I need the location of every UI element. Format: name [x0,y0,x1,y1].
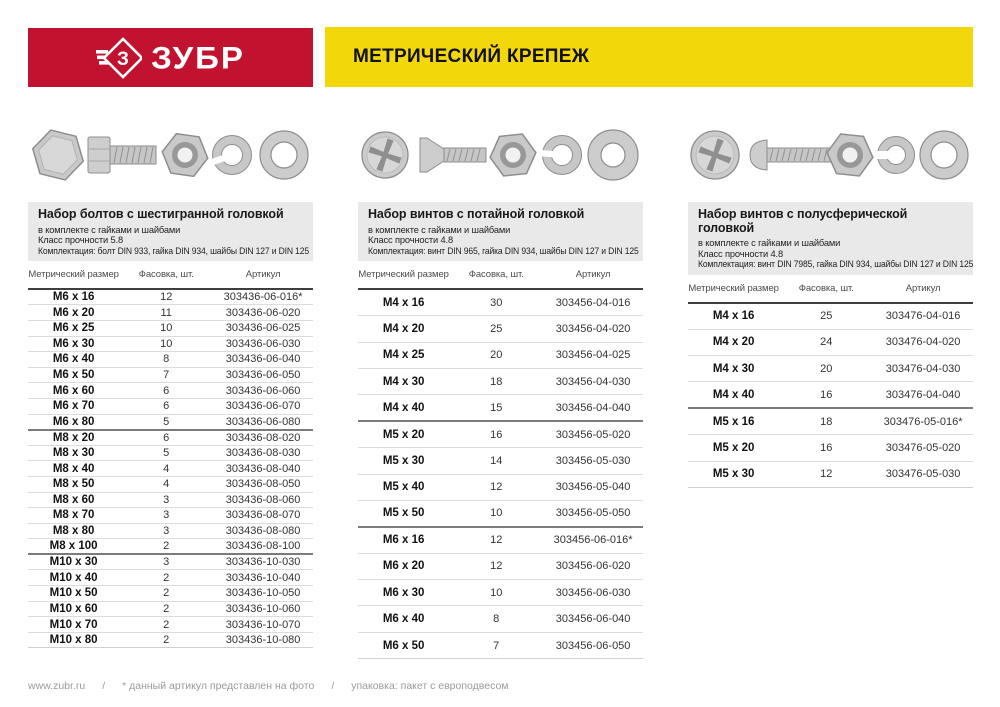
cell-article: 303436-06-060 [213,383,313,399]
cell-qty: 3 [119,508,213,524]
cell-article: 303436-06-050 [213,367,313,383]
cell-article: 303436-08-060 [213,492,313,508]
pan-head-screw-set-illustration [688,111,973,199]
table-row [28,601,313,617]
cell-qty: 30 [490,296,503,309]
cell-qty: 8 [119,352,213,368]
cell-qty: 10 [449,500,543,526]
cell-article: 303476-04-030 [873,356,973,382]
cell-size: М4 х 20 [358,316,449,342]
section-title: Набор болтов с шестигранной головкой [38,207,284,221]
cell-qty: 3 [119,523,213,539]
cell-article: 303476-05-020 [873,435,973,461]
table-row [28,430,313,446]
cell-qty: 12 [449,474,543,500]
footer-separator: / [331,680,335,692]
cell-qty: 7 [119,367,213,383]
col-header-qty: Фасовка, шт. [119,261,213,289]
cell-size: М4 х 16 [712,310,755,323]
cell-article: 303436-10-080 [213,632,313,648]
table-row [358,553,643,579]
section-info-box [358,202,643,261]
cell-qty: 16 [779,435,873,461]
packaging-note: упаковка: пакет с европодвесом [351,680,509,692]
cell-qty: 2 [119,586,213,602]
table-row [688,461,973,487]
cell-article: 303476-05-030 [873,461,973,487]
cell-article: 303436-08-030 [213,445,313,461]
cell-article: 303456-06-050 [543,632,643,658]
cell-article: 303456-05-050 [543,500,643,526]
table-row [358,606,643,632]
col-header-size: Метрический размер [358,261,449,289]
table-row [28,305,313,321]
table-row [688,382,973,408]
col-header-article: Артикул [213,261,313,289]
cell-size: М6 х 16 [358,527,449,553]
cell-size: М10 х 50 [28,586,119,602]
cell-size: М4 х 40 [358,395,449,421]
footer-separator: / [102,680,106,692]
cell-size: М4 х 25 [358,342,449,368]
cell-qty: 24 [779,329,873,355]
cell-qty: 3 [119,554,213,570]
section-info-box [688,202,973,275]
cell-size: М6 х 40 [28,352,119,368]
kit-contents: Комплектация: болт DIN 933, гайка DIN 934, шайбы DIN 127 и DIN 125 [38,245,310,256]
cell-article: 303436-10-030 [213,554,313,570]
table-row [28,367,313,383]
kit-contents: Комплектация: винт DIN 965, гайка DIN 934, шайбы DIN 127 и DIN 125 [368,245,639,256]
cell-article: 303456-05-040 [543,474,643,500]
col-header-qty: Фасовка, шт. [449,261,543,289]
cell-size: М6 х 80 [28,414,119,430]
col-header-article: Артикул [543,261,643,289]
cell-qty: 3 [119,492,213,508]
cell-qty: 20 [449,342,543,368]
table-row [28,492,313,508]
table-row [358,448,643,474]
cell-article: 303436-10-060 [213,601,313,617]
cell-qty: 5 [119,445,213,461]
zubr-arrow-icon [96,35,142,81]
table-row [28,539,313,555]
section-title: Набор винтов с полусферической головкой [698,207,908,235]
table-row [688,356,973,382]
table-row [28,336,313,352]
cell-article: 303436-08-100 [213,539,313,555]
cell-size: М5 х 50 [358,500,449,526]
table-row [28,570,313,586]
cell-article: 303436-08-070 [213,508,313,524]
table-row [358,474,643,500]
cell-qty: 15 [449,395,543,421]
cell-size: М10 х 30 [28,554,119,570]
product-table [28,261,313,648]
cell-size: М6 х 30 [28,336,119,352]
brand-logo-text: ЗУБР [151,39,245,76]
table-row [28,508,313,524]
cell-qty: 12 [779,461,873,487]
cell-size: М6 х 40 [358,606,449,632]
table-row [28,414,313,430]
cell-size: М8 х 20 [28,430,119,446]
hex-bolt-set-illustration [28,111,313,199]
product-photo-pan-head-screw-set [688,111,973,199]
table-row [28,461,313,477]
col-header-size: Метрический размер [28,261,119,289]
table-row [28,352,313,368]
cell-article: 303476-04-040 [873,382,973,408]
table-row [28,320,313,336]
col-header-size: Метрический размер [688,275,779,303]
product-table [358,261,643,659]
cell-qty: 4 [119,461,213,477]
cell-qty: 6 [119,383,213,399]
cell-article: 303456-06-030 [543,580,643,606]
cell-article: 303436-06-025 [213,320,313,336]
cell-size: М8 х 30 [28,445,119,461]
website-link[interactable]: www.zubr.ru [28,680,86,692]
section-title: Набор винтов с потайной головкой [368,207,585,221]
cell-size: М8 х 50 [28,476,119,492]
cell-qty: 4 [119,476,213,492]
cell-article: 303456-06-016* [543,527,643,553]
cell-qty: 10 [449,580,543,606]
product-table [688,275,973,488]
cell-qty: 2 [119,632,213,648]
section-info-box [28,202,313,261]
table-row [28,554,313,570]
cell-size: М8 х 100 [28,539,119,555]
page-title: МЕТРИЧЕСКИЙ КРЕПЕЖ [353,46,590,67]
cell-size: М5 х 30 [358,448,449,474]
cell-size: М5 х 30 [688,461,779,487]
cell-qty: 2 [119,539,213,555]
section-subtitle: в комплекте с гайками и шайбами [38,224,181,235]
footnote-article-on-photo: * данный артикул представлен на фото [122,680,315,692]
cell-size: М5 х 40 [358,474,449,500]
cell-size: М4 х 16 [382,296,425,309]
table-row [358,289,643,315]
cell-article: 303436-06-020 [213,305,313,321]
cell-article: 303476-05-016* [873,408,973,434]
table-row [688,435,973,461]
cell-size: М6 х 20 [358,553,449,579]
cell-size: М8 х 40 [28,461,119,477]
cell-qty: 6 [119,430,213,446]
cell-qty: 5 [119,414,213,430]
cell-size: М4 х 30 [688,356,779,382]
cell-size: М8 х 70 [28,508,119,524]
cell-article: 303436-08-080 [213,523,313,539]
table-row [28,617,313,633]
page-title-banner [325,27,973,87]
cell-size: М4 х 30 [358,368,449,394]
countersunk-screw-set-illustration [358,111,643,199]
table-row [358,368,643,394]
cell-article: 303436-06-016* [223,291,303,304]
product-section-pan-head-screws [688,111,973,659]
table-row [358,632,643,658]
cell-qty: 11 [119,305,213,321]
product-section-countersunk-screws [358,111,643,659]
cell-qty: 8 [449,606,543,632]
cell-size: М10 х 40 [28,570,119,586]
cell-article: 303456-06-040 [543,606,643,632]
table-row [358,580,643,606]
cell-size: М10 х 70 [28,617,119,633]
cell-article: 303456-05-020 [543,421,643,447]
cell-article: 303456-04-030 [543,368,643,394]
cell-qty: 12 [160,291,173,304]
product-photo-hex-bolt-set [28,111,313,199]
cell-size: М6 х 50 [358,632,449,658]
product-photo-countersunk-screw-set [358,111,643,199]
cell-article: 303456-04-016 [555,296,631,309]
product-section-hex-bolts [28,111,313,659]
table-row [28,383,313,399]
cell-size: М4 х 20 [688,329,779,355]
table-row [28,632,313,648]
cell-size: М6 х 70 [28,398,119,414]
strength-class: Класс прочности 4.8 [368,235,453,246]
cell-qty: 2 [119,601,213,617]
col-header-article: Артикул [873,275,973,303]
section-subtitle: в комплекте с гайками и шайбами [698,238,841,248]
table-row [358,527,643,553]
cell-qty: 25 [449,316,543,342]
table-row [28,476,313,492]
cell-qty: 6 [119,398,213,414]
cell-qty: 12 [449,553,543,579]
table-row [28,586,313,602]
cell-article: 303456-06-020 [543,553,643,579]
cell-article: 303436-06-030 [213,336,313,352]
table-row [28,398,313,414]
kit-contents: Комплектация: винт DIN 7985, гайка DIN 934, шайбы DIN 127 и DIN 125 [698,259,974,270]
table-row [358,500,643,526]
table-row [688,408,973,434]
table-row [358,316,643,342]
cell-article: 303456-05-030 [543,448,643,474]
cell-article: 303436-10-050 [213,586,313,602]
brand-logo [28,28,313,87]
cell-size: М8 х 60 [28,492,119,508]
catalog-columns [28,111,973,659]
cell-article: 303476-04-020 [873,329,973,355]
cell-qty: 16 [779,382,873,408]
cell-size: М10 х 60 [28,601,119,617]
cell-qty: 7 [449,632,543,658]
cell-article: 303456-04-020 [543,316,643,342]
cell-size: М6 х 30 [358,580,449,606]
cell-size: М6 х 50 [28,367,119,383]
cell-size: М5 х 20 [358,421,449,447]
cell-size: М10 х 80 [28,632,119,648]
table-row [358,421,643,447]
cell-qty: 25 [820,310,833,323]
cell-article: 303456-04-025 [543,342,643,368]
cell-article: 303436-08-050 [213,476,313,492]
cell-qty: 10 [119,336,213,352]
cell-article: 303436-06-080 [213,414,313,430]
cell-qty: 18 [779,408,873,434]
cell-size: М4 х 40 [688,382,779,408]
table-row [688,329,973,355]
cell-qty: 10 [119,320,213,336]
table-row [28,289,313,305]
table-row [688,303,973,329]
cell-qty: 16 [449,421,543,447]
cell-article: 303476-04-016 [885,310,961,323]
cell-article: 303436-10-070 [213,617,313,633]
cell-size: М8 х 80 [28,523,119,539]
svg-text:З: З [117,48,130,70]
table-row [358,395,643,421]
strength-class: Класс прочности 5.8 [38,235,123,246]
section-subtitle: в комплекте с гайками и шайбами [368,224,511,235]
cell-size: М6 х 20 [28,305,119,321]
cell-qty: 12 [449,527,543,553]
cell-article: 303436-08-020 [213,430,313,446]
table-row [28,523,313,539]
cell-qty: 20 [779,356,873,382]
cell-size: М5 х 20 [688,435,779,461]
table-row [28,445,313,461]
cell-qty: 18 [449,368,543,394]
cell-size: М6 х 16 [52,291,95,304]
cell-size: М5 х 16 [688,408,779,434]
cell-qty: 2 [119,570,213,586]
cell-article: 303436-08-040 [213,461,313,477]
cell-article: 303436-06-070 [213,398,313,414]
cell-article: 303456-04-040 [543,395,643,421]
page-footer [28,680,509,692]
cell-size: М6 х 60 [28,383,119,399]
col-header-qty: Фасовка, шт. [779,275,873,303]
cell-article: 303436-06-040 [213,352,313,368]
cell-qty: 2 [119,617,213,633]
cell-article: 303436-10-040 [213,570,313,586]
cell-size: М6 х 25 [28,320,119,336]
cell-qty: 14 [449,448,543,474]
strength-class: Класс прочности 4.8 [698,248,783,259]
table-row [358,342,643,368]
